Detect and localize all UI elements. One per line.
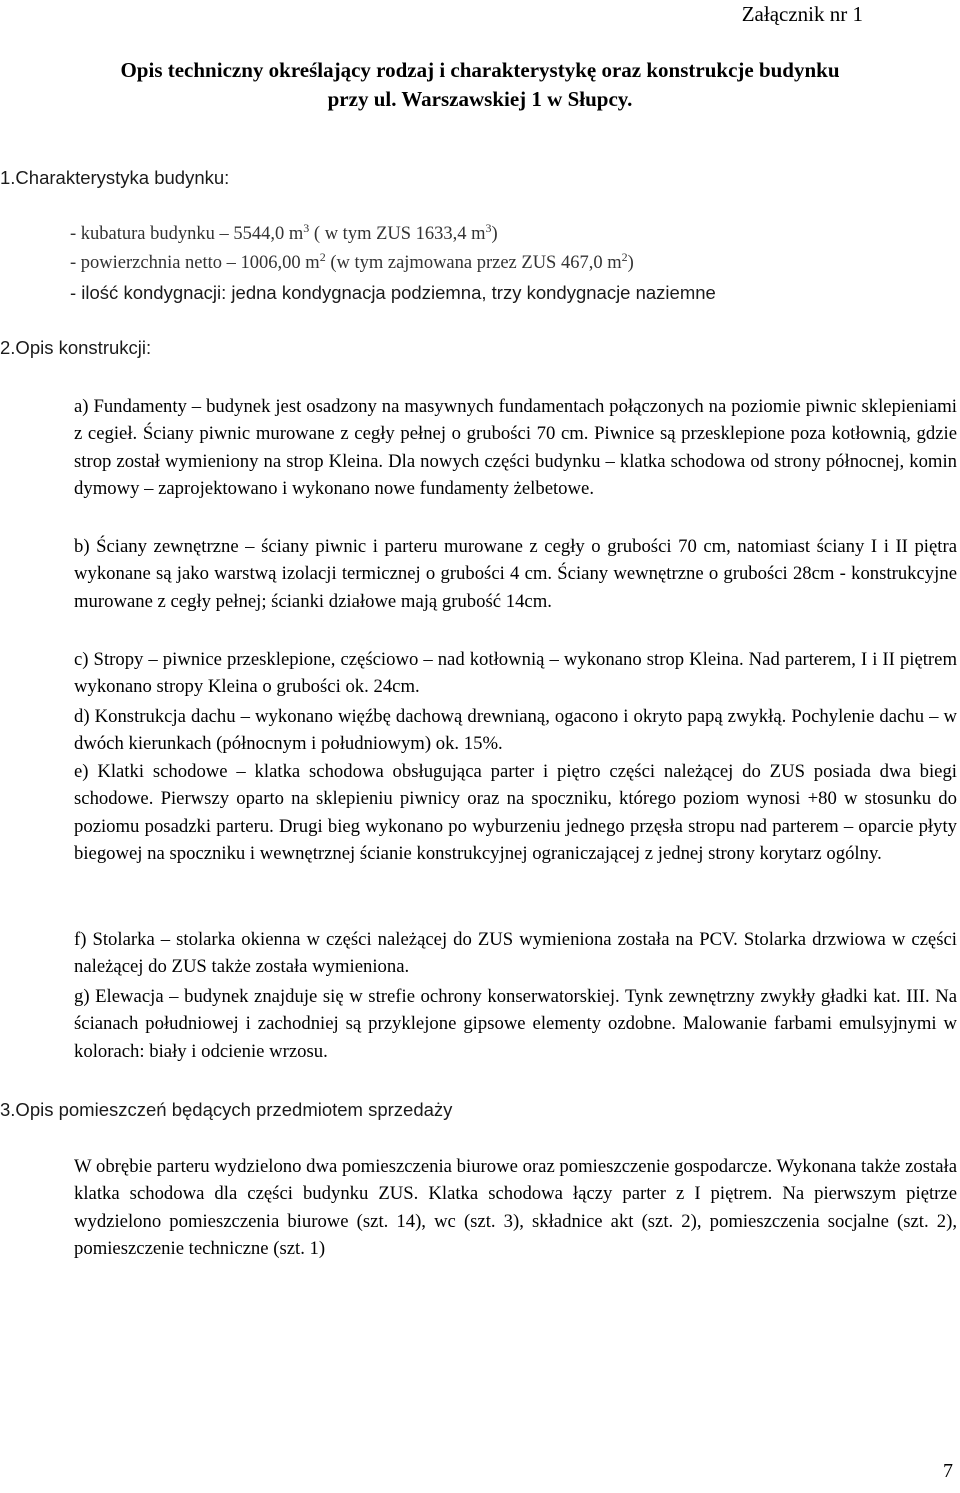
title-line-1: Opis techniczny określający rodzaj i charakterystykę oraz konstrukcje budynku (120, 58, 840, 82)
staircases-paragraph: e) Klatki schodowe – klatka schodowa obsługująca parter i piętro części należącej do ZUS posiada dwa biegi schodowe. Pierwszy oparto na sklepieniu piwnicy oraz na spoczniku, którego poziom wynosi +80 w stosunku do poziomu posadzki parteru. Drugi bieg wykonano po wyburzeniu jednego przęsła stropu nad parterem – oparcie płyty biegowej na spoczniku i wewnętrznej ścianie konstrukcyjnej ograniczającej z jednej strony korytarz ogólny. (74, 761, 957, 865)
section-2-heading: 2.Opis konstrukcji: (0, 337, 152, 358)
area-item (70, 249, 950, 278)
walls-paragraph: b) Ściany zewnętrzne – ściany piwnic i parteru murowane z cegły o grubości 70 cm, natomiast ściany I i II piętra wykonane są jako warstwą izolacji termicznej o grubości 4 cm. Ściany wewnętrzne o grubości 28cm - konstrukcyjne murowane z cegły pełnej; ścianki działowe mają grubość 14cm. (74, 536, 957, 612)
title-line-2: przy ul. Warszawskiej 1 w Słupcy. (327, 87, 633, 111)
section-1-heading: 1.Charakterystyka budynku: (0, 167, 230, 188)
roof-paragraph: d) Konstrukcja dachu – wykonano więźbę dachową drewnianą, ogacono i okryto papą zwykłą. Pochylenie dachu – w dwóch kierunkach (północnym i południowym) ok. 15%. (74, 706, 957, 755)
page-number: 7 (943, 1460, 953, 1482)
area-close: ) (627, 253, 634, 273)
volume-item (70, 220, 950, 249)
document-title (40, 56, 920, 114)
area-zus-unit-exponent: 2 (621, 249, 628, 264)
volume-zus-text: ( w tym ZUS 1633,4 m (309, 224, 486, 244)
area-text: - powierzchnia netto – 1006,00 m (70, 253, 320, 273)
rooms-paragraph: W obrębie parteru wydzielono dwa pomieszczenia biurowe oraz pomieszczenie gospodarcze. Wykonana także została klatka schodowa dla części budynku ZUS. Klatka schodowa łączy parter z I piętrem. Na pierwszym piętrze wydzielono pomieszczenia biurowe (szt. 14), wc (szt. 3), składnice akt (szt. 2), pomieszczenia socjalne (szt. 2), pomieszczenie techniczne (szt. 1) (74, 1156, 957, 1260)
facade-paragraph: g) Elewacja – budynek znajduje się w strefie ochrony konserwatorskiej. Tynk zewnętrzny zwykły gładki kat. III. Na ścianach południowej i zachodniej są przyklejone gipsowe elementy ozdobne. Malowanie farbami emulsyjnymi w kolorach: biały i odcienie wrzosu. (74, 986, 957, 1062)
ceilings-paragraph: c) Stropy – piwnice przesklepione, częściowo – nad kotłownią – wykonano strop Kleina. Nad parterem, I i II piętrem wykonano stropy Kleina o grubości ok. 24cm. (74, 649, 957, 698)
area-zus-text: (w tym zajmowana przez ZUS 467,0 m (325, 253, 622, 273)
foundations-paragraph: a) Fundamenty – budynek jest osadzony na masywnych fundamentach połączonych na poziomie piwnic sklepieniami z cegieł. Ściany piwnic murowane z cegły pełnej o grubości 70 cm. Piwnice są przesklepione poza kotłownią, gdzie strop został wymieniony na strop Kleina. Dla nowych części budynku – klatka schodowa od strony północnej, komin dymowy – zaprojektowano i wykonano nowe fundamenty żelbetowe. (74, 396, 957, 500)
attachment-label: Załącznik nr 1 (741, 2, 863, 26)
volume-text: - kubatura budynku – 5544,0 m (70, 224, 304, 244)
volume-close: ) (491, 224, 498, 244)
storeys-item: - ilość kondygnacji: jedna kondygnacja podziemna, trzy kondygnacje naziemne (70, 282, 716, 303)
area-unit-exponent: 2 (319, 249, 326, 264)
section-3-heading: 3.Opis pomieszczeń będących przedmiotem sprzedaży (0, 1099, 453, 1120)
joinery-paragraph: f) Stolarka – stolarka okienna w części należącej do ZUS wymieniona została na PCV. Stolarka drzwiowa w części należącej do ZUS także została wymieniona. (74, 929, 957, 978)
volume-zus-unit-exponent: 3 (485, 220, 492, 235)
building-characteristics-list (70, 220, 950, 307)
volume-unit-exponent: 3 (303, 220, 310, 235)
